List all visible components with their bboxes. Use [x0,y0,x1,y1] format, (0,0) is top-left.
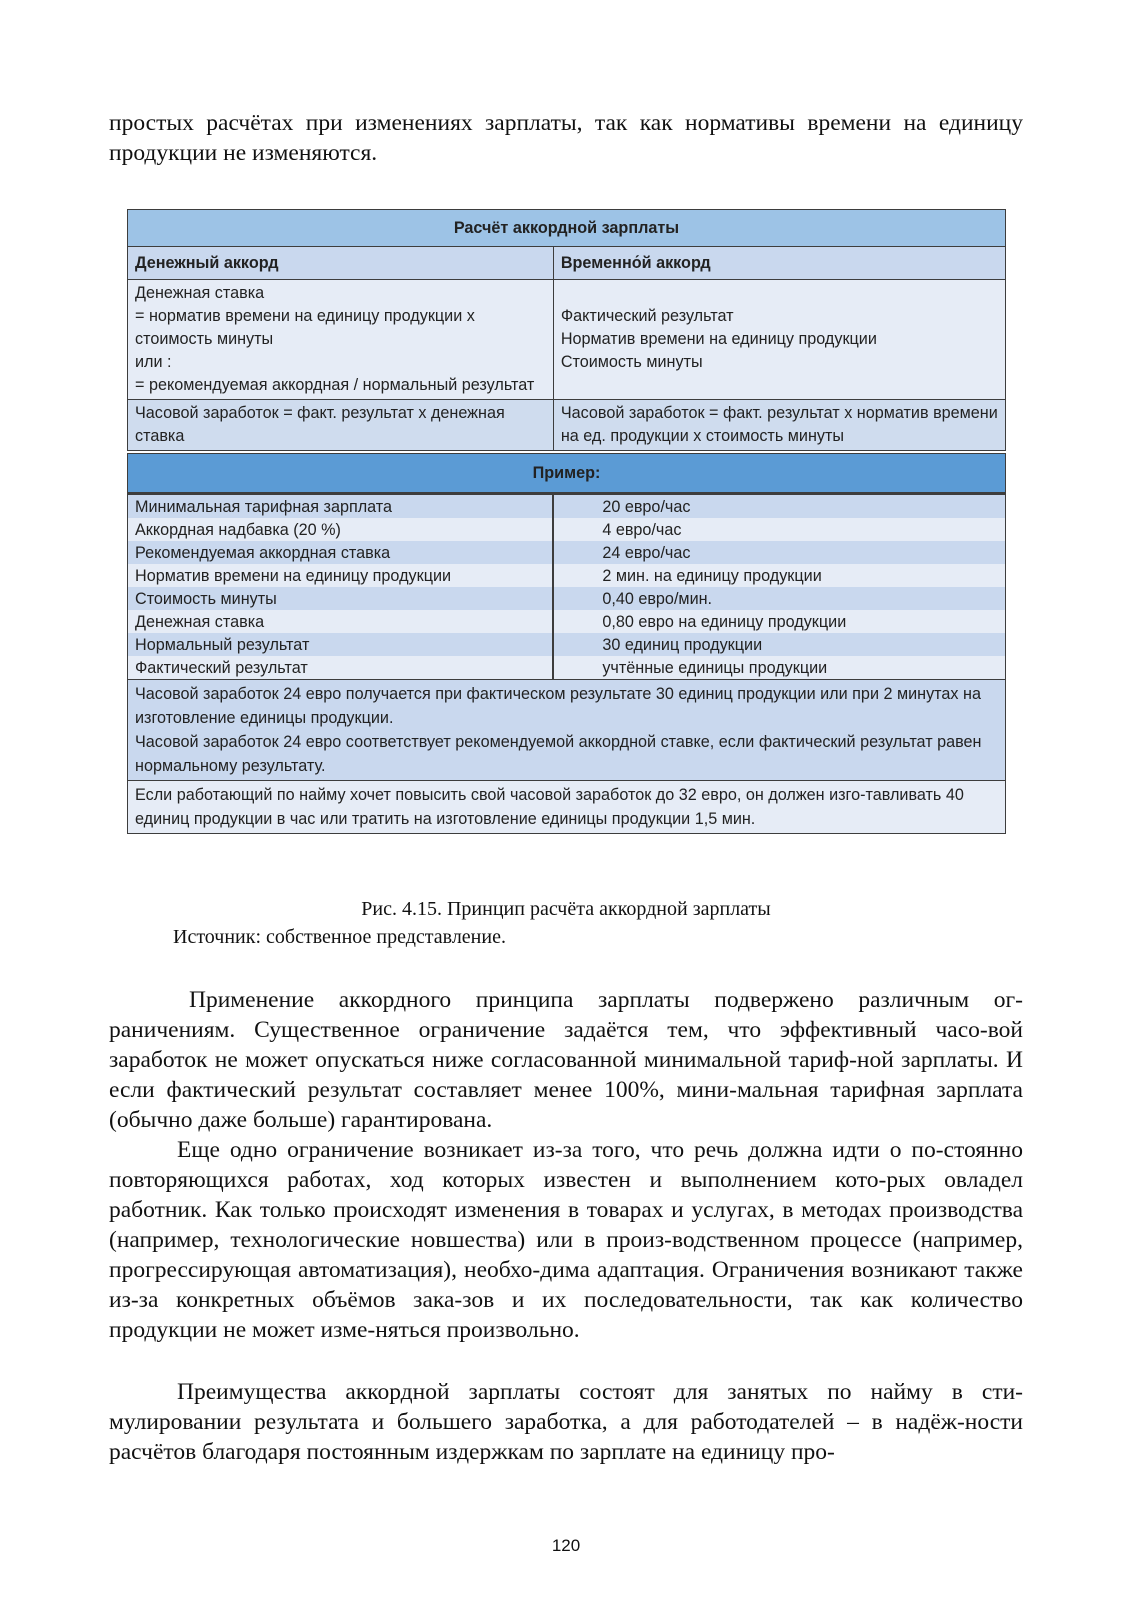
example-row [128,518,1006,541]
money-accord-formula [128,280,554,400]
accord-calc-table [127,209,1006,451]
example-value: 4 евро/час [553,518,1005,541]
money-accord-header: Денежный аккорд [128,247,554,280]
example-row [128,587,1006,610]
example-label: Денежная ставка [128,610,554,633]
formula-line: = рекомендуемая аккордная / нормальный результат [135,376,535,394]
body-paragraph-2: Еще одно ограничение возникает из-за того, что речь должна идти о по-стоянно повторяющихся работах, ход которых известен и выполнением кото-рых овладел работник. Как только происходят изменения в товарах и услугах, в методах производства (например, технологические новшества) или в произ-водственном процессе (например, прогрессирующая автоматизация), необхо-дима адаптация. Ограничения возникают также из-за конкретных объёмов зака-зов и их последовательности, так как количество продукции не может изме-няться произвольно. [109,1137,1023,1343]
formula-line: = норматив времени на единицу продукции x стоимость минуты [135,307,475,348]
example-value: 20 евро/час [553,494,1005,519]
example-table [127,453,1006,834]
example-value: учтённые единицы продукции [553,656,1005,680]
example-label: Аккордная надбавка (20 %) [128,518,554,541]
formula-line: Норматив времени на единицу продукции [560,330,877,348]
money-accord-earnings: Часовой заработок = факт. результат x денежная ставка [128,400,554,451]
formula-line: Стоимость минуты [560,353,703,371]
example-row [128,610,1006,633]
example-label: Фактический результат [128,656,554,680]
example-row [128,541,1006,564]
example-row [128,564,1006,587]
example-row [128,656,1006,680]
example-row [128,633,1006,656]
example-label: Нормальный результат [128,633,554,656]
example-value: 30 единиц продукции [553,633,1005,656]
intro-paragraph: простых расчётах при изменениях зарплаты, так как нормативы времени на единицу продукции не изменяются. [109,110,1023,166]
accord-wage-figure [127,209,1006,834]
example-value: 24 евро/час [553,541,1005,564]
example-value: 2 мин. на единицу продукции [553,564,1005,587]
note-line-2: Часовой заработок 24 евро соответствует рекомендуемой аккордной ставке, если фактический результат равен нормальному результату. [135,733,982,775]
example-conclusion: Если работающий по найму хочет повысить свой часовой заработок до 32 евро, он должен изго-тавливать 40 единиц продукции в час или тратить на изготовление единицы продукции 1,5 мин. [128,781,1006,834]
example-label: Рекомендуемая аккордная ставка [128,541,554,564]
formula-line: Денежная ставка [135,284,265,302]
body-paragraph-1: Применение аккордного принципа зарплаты подвержено различным ог-раничениям. Существенное ограничение задаётся тем, что эффективный часо-вой заработок не может опускаться ниже согласованной минимальной тариф-ной зарплаты. И если фактический результат составляет менее 100%, мини-мальная тарифная зарплата (обычно даже больше) гарантирована. [109,987,1023,1133]
figure-caption: Рис. 4.15. Принцип расчёта аккордной зарплаты [361,898,771,920]
example-label: Норматив времени на единицу продукции [128,564,554,587]
page-number: 120 [551,1536,581,1555]
formula-line: или : [135,353,172,371]
formula-line: Фактический результат [560,307,734,325]
example-title: Пример: [128,454,1006,494]
example-value: 0,80 евро на единицу продукции [553,610,1005,633]
example-label: Стоимость минуты [128,587,554,610]
example-label: Минимальная тарифная зарплата [128,494,554,519]
note-line-1: Часовой заработок 24 евро получается при фактическом результате 30 единиц продукции или при 2 минутах на изготовление единицы продукции. [135,685,981,727]
figure-title: Расчёт аккордной зарплаты [128,210,1006,247]
figure-source: Источник: собственное представление. [173,926,506,948]
time-accord-header: Временно́й аккорд [553,247,1005,280]
time-accord-formula [553,280,1005,400]
time-accord-earnings: Часовой заработок = факт. результат x норматив времени на ед. продукции x стоимость минуты [553,400,1005,451]
example-row [128,494,1006,519]
body-paragraph-3: Преимущества аккордной зарплаты состоят для занятых по найму в сти-мулировании результата и большего заработка, а для работодателей – в надёж-ности расчётов благодаря постоянным издержкам по зарплате на единицу про- [109,1379,1023,1465]
example-note [128,680,1006,781]
example-value: 0,40 евро/мин. [553,587,1005,610]
